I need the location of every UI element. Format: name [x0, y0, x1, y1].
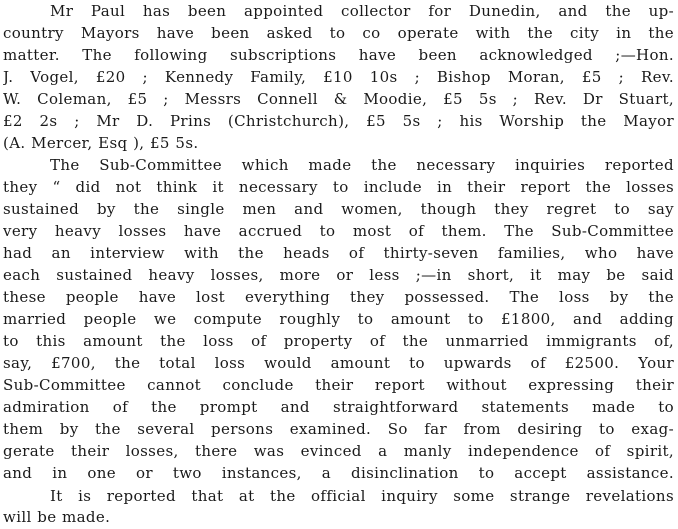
text-line: It is reported that at the official inquiry some strange revelations [50, 487, 674, 505]
text-line: country Mayors have been asked to co operate with the city in the [3, 24, 674, 42]
text-line: £2 2s ; Mr D. Prins (Christchurch), £5 5s ; his Worship the Mayor [3, 112, 674, 130]
text-line: each sustained heavy losses, more or less ;—in short, it may be said [3, 266, 674, 284]
text-line: Sub-Committee cannot conclude their report without expressing their [3, 376, 674, 394]
text-line: married people we compute roughly to amount to £1800, and adding [3, 310, 674, 328]
text-line: very heavy losses have accrued to most of them. The Sub-Committee [3, 222, 674, 240]
text-line: sustained by the single men and women, though they regret to say [3, 200, 674, 218]
text-line: admiration of the prompt and straightforward statements made to [3, 398, 674, 416]
text-line: The Sub-Committee which made the necessary inquiries reported [50, 156, 674, 174]
text-line: to this amount the loss of property of the unmarried immigrants of, [3, 332, 674, 350]
text-line: they “ did not think it necessary to include in their report the losses [3, 178, 674, 196]
text-line: W. Coleman, £5 ; Messrs Connell & Moodie, £5 5s ; Rev. Dr Stuart, [3, 90, 674, 108]
text-line: these people have lost everything they possessed. The loss by the [3, 288, 674, 306]
text-line: (A. Mercer, Esq ), £5 5s. [3, 134, 199, 152]
text-line: Mr Paul has been appointed collector for Dunedin, and the up- [50, 2, 674, 20]
text-line: them by the several persons examined. So far from desiring to exag- [3, 420, 674, 438]
text-line: J. Vogel, £20 ; Kennedy Family, £10 10s ; Bishop Moran, £5 ; Rev. [3, 68, 674, 86]
text-line: had an interview with the heads of thirty-seven families, who have [3, 244, 674, 262]
text-line: gerate their losses, there was evinced a manly independence of spirit, [3, 442, 674, 460]
text-line: matter. The following subscriptions have been acknowledged ;—Hon. [3, 46, 674, 64]
text-line: say, £700, the total loss would amount to upwards of £2500. Your [3, 354, 674, 372]
text-line: and in one or two instances, a disinclination to accept assistance. [3, 464, 674, 482]
text-line: will be made. [3, 508, 111, 526]
